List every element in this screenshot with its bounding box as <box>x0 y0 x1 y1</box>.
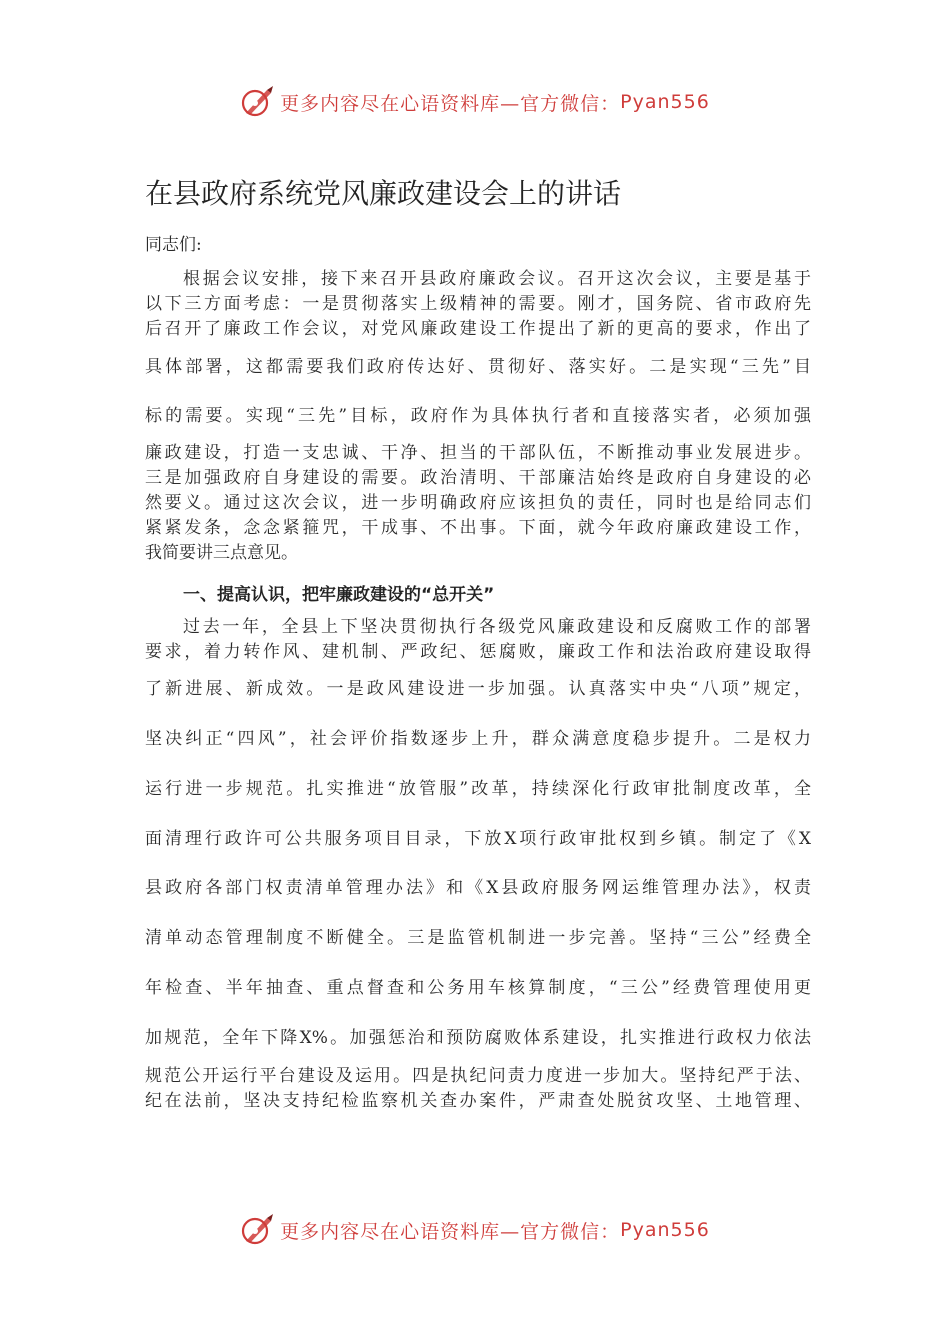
paragraph-line: 根据会议安排，接下来召开县政府廉政会议。召开这次会议，主要是基于 <box>183 269 811 289</box>
paragraph-line: 年检查、半年抽查、重点督查和公务用车核算制度，“三公”经费管理使用更 <box>145 978 811 998</box>
paragraph-line: 清单动态管理制度不断健全。三是监管机制进一步完善。坚持“三公”经费全 <box>145 928 811 948</box>
paragraph-line: 面清理行政许可公共服务项目目录，下放X项行政审批权到乡镇。制定了《X <box>145 829 811 849</box>
watermark-wechat-id: Pyan556 <box>620 91 710 113</box>
paragraph-line: 三是加强政府自身建设的需要。政治清明、干部廉洁始终是政府自身建设的必 <box>145 468 811 488</box>
salutation: 同志们: <box>145 235 202 255</box>
paragraph-line: 纪在法前，坚决支持纪检监察机关查办案件，严肃查处脱贫攻坚、土地管理、 <box>145 1091 811 1111</box>
pen-logo-icon <box>240 1212 276 1248</box>
document-title: 在县政府系统党风廉政建设会上的讲话 <box>145 177 622 210</box>
pen-logo-icon <box>240 84 276 120</box>
paragraph-line: 紧紧发条，念念紧箍咒，干成事、不出事。下面，就今年政府廉政建设工作， <box>145 518 811 538</box>
paragraph-line: 以下三方面考虑：一是贯彻落实上级精神的需要。刚才，国务院、省市政府先 <box>145 294 811 314</box>
paragraph-line: 具体部署，这都需要我们政府传达好、贯彻好、落实好。二是实现“三先”目 <box>145 357 811 377</box>
paragraph-line: 廉政建设，打造一支忠诚、干净、担当的干部队伍，不断推动事业发展进步。 <box>145 443 811 463</box>
paragraph-line: 加规范，全年下降X%。加强惩治和预防腐败体系建设，扎实推进行政权力依法 <box>145 1028 811 1048</box>
paragraph-line: 然要义。通过这次会议，进一步明确政府应该担负的责任，同时也是给同志们 <box>145 493 811 513</box>
watermark-wechat-id: Pyan556 <box>620 1219 710 1241</box>
paragraph-line: 规范公开运行平台建设及运用。四是执纪问责力度进一步加大。坚持纪严于法、 <box>145 1066 811 1086</box>
paragraph-line: 我简要讲三点意见。 <box>145 543 298 563</box>
paragraph-line: 标的需要。实现“三先”目标，政府作为具体执行者和直接落实者，必须加强 <box>145 406 811 426</box>
paragraph-line: 县政府各部门权责清单管理办法》和《X县政府服务网运维管理办法》，权责 <box>145 878 811 898</box>
section-heading-1: 一、提高认识，把牢廉政建设的“总开关” <box>183 585 495 605</box>
paragraph-line: 了新进展、新成效。一是政风建设进一步加强。认真落实中央“八项”规定， <box>145 679 811 699</box>
watermark-label: 更多内容尽在心语资料库—官方微信： <box>280 92 621 115</box>
paragraph-line: 要求，着力转作风、建机制、严政纪、惩腐败，廉政工作和法治政府建设取得 <box>145 642 811 662</box>
watermark-banner-bottom <box>0 1210 950 1250</box>
paragraph-line: 过去一年，全县上下坚决贯彻执行各级党风廉政建设和反腐败工作的部署 <box>183 617 811 637</box>
paragraph-line: 坚决纠正“四风”，社会评价指数逐步上升，群众满意度稳步提升。二是权力 <box>145 729 811 749</box>
watermark-label: 更多内容尽在心语资料库—官方微信： <box>280 1220 621 1243</box>
paragraph-line: 后召开了廉政工作会议，对党风廉政建设工作提出了新的更高的要求，作出了 <box>145 319 811 339</box>
watermark-banner-top <box>0 82 950 122</box>
paragraph-line: 运行进一步规范。扎实推进“放管服”改革，持续深化行政审批制度改革，全 <box>145 779 811 799</box>
